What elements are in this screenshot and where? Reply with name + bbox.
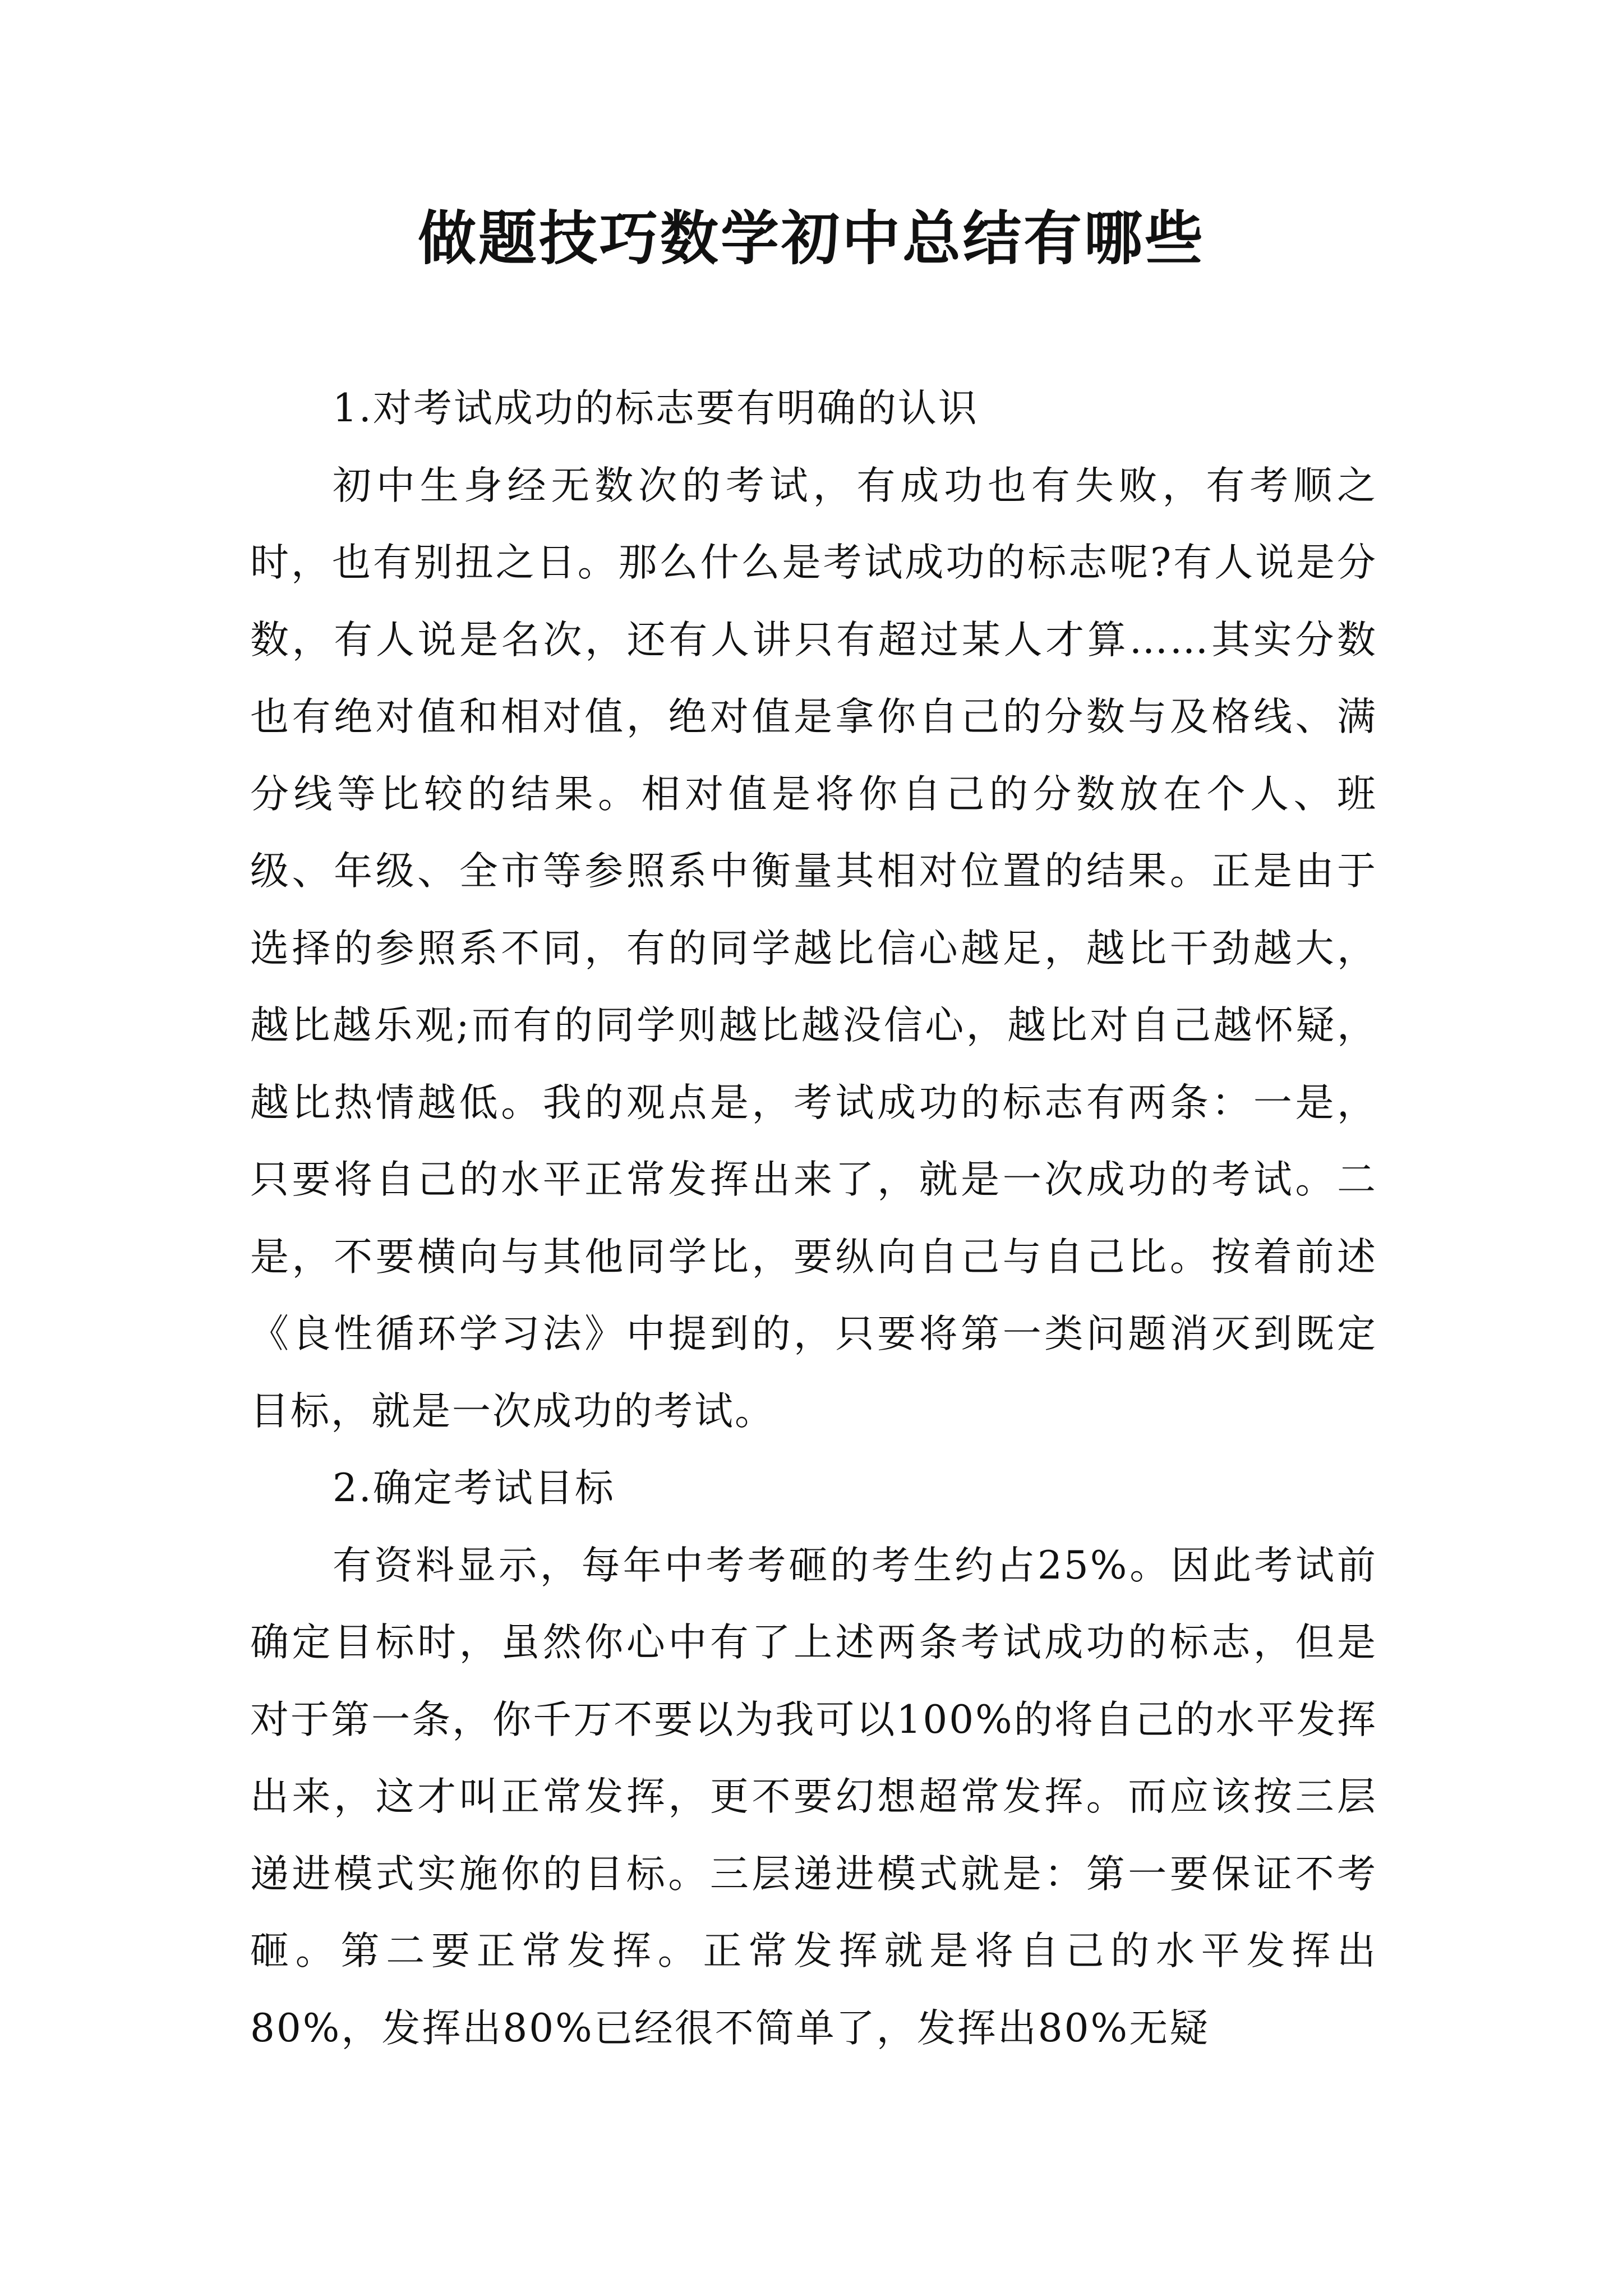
section-paragraph-2: 有资料显示，每年中考考砸的考生约占25%。因此考试前确定目标时，虽然你心中有了上述两条考试成功的标志，但是对于第一条，你千万不要以为我可以100%的将自己的水平发挥出来，这才叫正常发挥，更不要幻想超常发挥。而应该按三层递进模式实施你的目标。三层递进模式就是：第一要保证不考砸。第二要正常发挥。正常发挥就是将自己的水平发挥出80%，发挥出80%已经很不简单了，发挥出80%无疑 <box>250 1543 1377 2051</box>
section-heading-1: 1.对考试成功的标志要有明确的认识 <box>333 386 979 431</box>
document-title: 做题技巧数学初中总结有哪些 <box>417 204 1205 273</box>
section-heading-2: 2.确定考试目标 <box>333 1466 615 1511</box>
section-paragraph-1: 初中生身经无数次的考试，有成功也有失败，有考顺之时，也有别扭之日。那么什么是考试成功的标志呢?有人说是分数，有人说是名次，还有人讲只有超过某人才算……其实分数也有绝对值和相对值，绝对值是拿你自己的分数与及格线、满分线等比较的结果。相对值是将你自己的分数放在个人、班级、年级、全市等参照系中衡量其相对位置的结果。正是由于选择的参照系不同，有的同学越比信心越足，越比干劲越大，越比越乐观;而有的同学则越比越没信心，越比对自己越怀疑，越比热情越低。我的观点是，考试成功的标志有两条：一是，只要将自己的水平正常发挥出来了，就是一次成功的考试。二是，不要横向与其他同学比，要纵向自己与自己比。按着前述《良性循环学习法》中提到的，只要将第一类问题消灭到既定目标，就是一次成功的考试。 <box>250 463 1377 1434</box>
document-body <box>250 370 1377 2067</box>
